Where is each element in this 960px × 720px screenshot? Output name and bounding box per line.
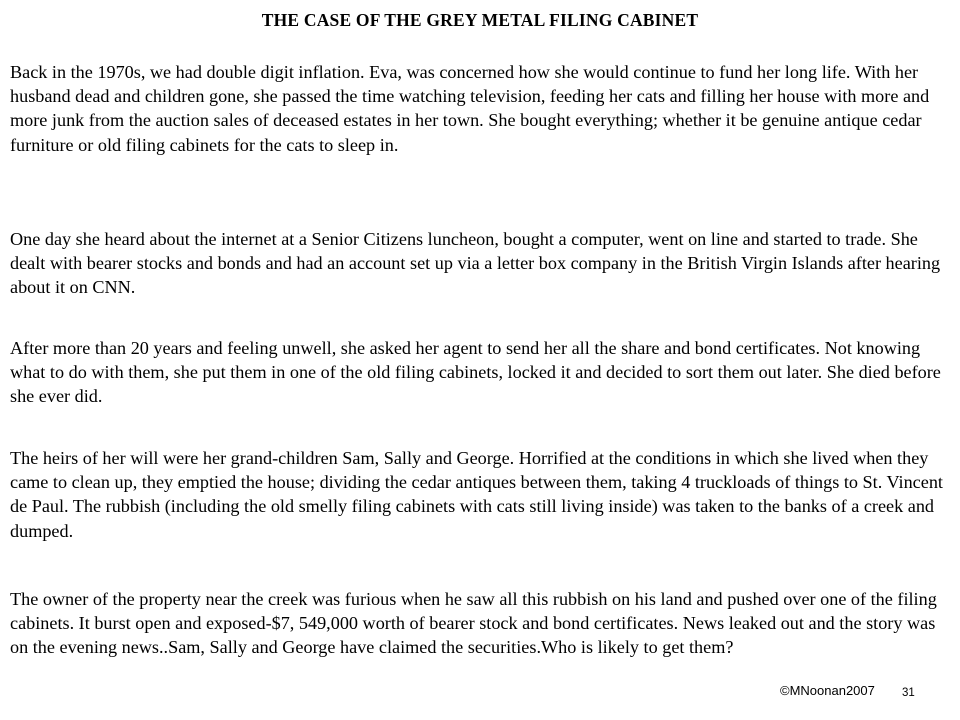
copyright-notice: ©MNoonan2007 <box>780 683 875 698</box>
paragraph-eva-background: Back in the 1970s, we had double digit inflation. Eva, was concerned how she would continue to fund her long life. With her husband dead and children gone, she passed the time watching television, feeding her cats and filling her house with more and more junk from the auction sales of deceased estates in her town. She bought everything; whether it be genuine antique cedar furniture or old filing cabinets for the cats to sleep in. <box>10 62 930 155</box>
paragraph-certificates-locked: After more than 20 years and feeling unwell, she asked her agent to send her all the share and bond certificates. Not knowing what to do with them, she put them in one of the old filing cabinets, locked it and decided to sort them out later. She died before she ever did. <box>10 338 941 407</box>
paragraph-discovery-question: The owner of the property near the creek was furious when he saw all this rubbish on his land and pushed over one of the filing cabinets. It burst open and exposed-$7, 549,000 worth of bearer stock and bond certificates. News leaked out and the story was on the evening news..Sam, Sally and George have claimed the securities.Who is likely to get them? <box>10 589 937 658</box>
page-number: 31 <box>902 687 915 699</box>
paragraph-internet-trading: One day she heard about the internet at a Senior Citizens luncheon, bought a computer, went on line and started to trade. She dealt with bearer stocks and bonds and had an account set up via a letter box company in the British Virgin Islands after hearing about it on CNN. <box>10 229 941 298</box>
paragraph-heirs: The heirs of her will were her grand-children Sam, Sally and George. Horrified at the conditions in which she lived when they came to clean up, they emptied the house; dividing the cedar antiques between them, taking 4 truckloads of things to St. Vincent de Paul. The rubbish (including the old smelly filing cabinets with cats still living inside) was taken to the banks of a creek and dumped. <box>10 448 943 541</box>
slide-title: THE CASE OF THE GREY METAL FILING CABINET <box>261 10 699 30</box>
